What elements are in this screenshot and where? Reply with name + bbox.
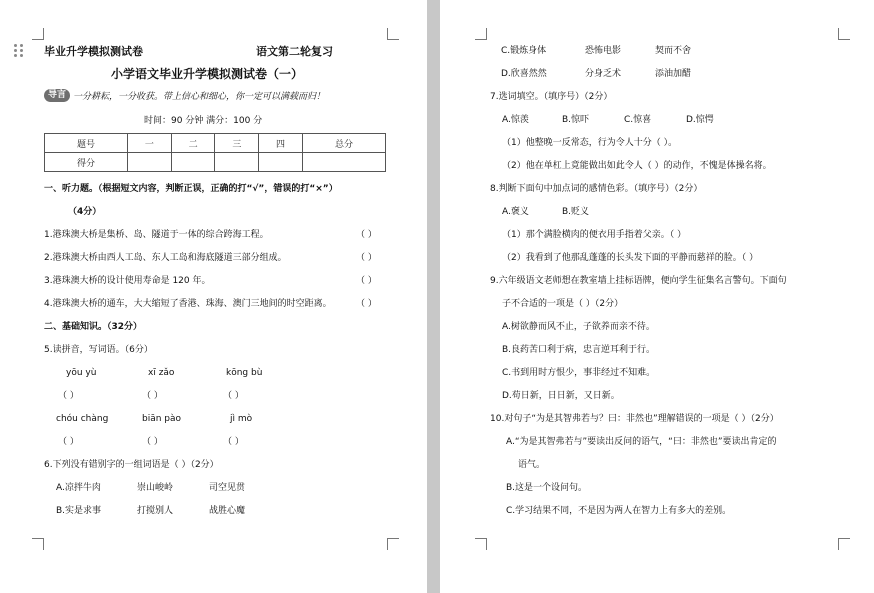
option-text: A.树欲静而风不止，子欲养而亲不待。 bbox=[502, 322, 655, 332]
crop-mark bbox=[475, 538, 487, 550]
table-cell: 题号 bbox=[45, 134, 128, 153]
answer-paren: （ ） bbox=[58, 391, 79, 401]
option-text: B.贬义 bbox=[562, 207, 590, 217]
sentence-text: （1）他整晚一反常态，行为令人十分（ ）。 bbox=[502, 138, 678, 148]
question-item: 2.港珠澳大桥由西人工岛、东人工岛和海底隧道三部分组成。 bbox=[44, 253, 287, 263]
question-title: 7.选词填空。（填序号）（2分） bbox=[490, 92, 613, 102]
option-text: C.学习结果不同，不是因为两人在智力上有多大的差别。 bbox=[506, 506, 732, 516]
crop-mark bbox=[32, 28, 44, 40]
option-text: A.凉拌牛肉 bbox=[56, 483, 101, 493]
option-text: D.惊愕 bbox=[686, 115, 714, 125]
header-right: 语文第二轮复习 bbox=[256, 45, 333, 58]
pinyin-text: kōng bù bbox=[226, 368, 263, 378]
option-text: 添油加醋 bbox=[655, 69, 692, 79]
section2-title: 二、基础知识。（32分） bbox=[44, 322, 143, 332]
question-item: 4.港珠澳大桥的通车，大大缩短了香港、珠海、澳门三地间的时空距离。 bbox=[44, 299, 332, 309]
section1-points: （4分） bbox=[68, 207, 102, 217]
question-title: 6.下列没有错别字的一组词语是（ ）（2分） bbox=[44, 460, 219, 470]
pinyin-text: xī zǎo bbox=[148, 368, 175, 378]
time-info: 时间：90 分钟 满分：100 分 bbox=[144, 116, 263, 126]
option-text: C.惊喜 bbox=[624, 115, 652, 125]
document-page-left bbox=[0, 0, 427, 593]
option-text: B.良药苦口利于病，忠言逆耳利于行。 bbox=[502, 345, 656, 355]
score-table bbox=[44, 133, 386, 172]
option-text: D.欣喜然然 bbox=[501, 69, 547, 79]
option-text: 语气。 bbox=[518, 460, 546, 470]
question-item: 3.港珠澳大桥的设计使用寿命是 120 年。 bbox=[44, 276, 211, 286]
answer-paren: （ ） bbox=[356, 253, 377, 263]
guide-text: 一分耕耘，一分收获。带上信心和细心，你一定可以满载而归！ bbox=[73, 92, 326, 102]
option-text: C.锻炼身体 bbox=[501, 46, 547, 56]
page-title: 小学语文毕业升学模拟测试卷（一） bbox=[111, 67, 304, 81]
pinyin-text: biān pào bbox=[142, 414, 182, 424]
answer-paren: （ ） bbox=[142, 437, 163, 447]
crop-mark bbox=[32, 538, 44, 550]
table-cell: 二 bbox=[171, 134, 215, 153]
question-item: 1.港珠澳大桥是集桥、岛、隧道于一体的综合跨海工程。 bbox=[44, 230, 269, 240]
option-text: 打搅别人 bbox=[137, 506, 174, 516]
table-cell bbox=[171, 153, 215, 172]
option-text: A.褒义 bbox=[502, 207, 529, 217]
crop-mark bbox=[838, 538, 850, 550]
answer-paren: （ ） bbox=[356, 299, 377, 309]
pinyin-text: jì mò bbox=[230, 414, 253, 424]
table-cell: 一 bbox=[128, 134, 172, 153]
question-title: 10.对句子“为是其智弗若与？曰：非然也”理解错误的一项是（ ）（2分） bbox=[490, 414, 779, 424]
question-title: 子不合适的一项是（ ）（2分） bbox=[502, 299, 624, 309]
drag-handle-icon[interactable] bbox=[14, 44, 24, 58]
option-text: 司空见贯 bbox=[209, 483, 246, 493]
table-cell bbox=[128, 153, 172, 172]
option-text: 恐怖电影 bbox=[585, 46, 622, 56]
answer-paren: （ ） bbox=[356, 276, 377, 286]
sentence-text: （2）我看到了他那乱蓬蓬的长头发下面的平静而慈祥的脸。（ ） bbox=[502, 253, 759, 263]
option-text: B.实是求事 bbox=[56, 506, 102, 516]
answer-paren: （ ） bbox=[223, 437, 244, 447]
option-text: C.书到用时方恨少，事非经过不知难。 bbox=[502, 368, 656, 378]
score-table-score-row bbox=[45, 153, 386, 172]
table-cell: 四 bbox=[259, 134, 303, 153]
table-cell bbox=[302, 153, 385, 172]
sentence-text: （1）那个满脸横肉的便衣用手指着父亲。（ ） bbox=[502, 230, 687, 240]
option-text: A.“为是其智弗若与”要读出反问的语气，“曰：非然也”要读出肯定的 bbox=[506, 437, 777, 447]
option-text: 契而不舍 bbox=[655, 46, 692, 56]
option-text: A.惊羡 bbox=[502, 115, 529, 125]
table-cell bbox=[259, 153, 303, 172]
pinyin-text: yōu yù bbox=[66, 368, 97, 378]
option-text: B.惊吓 bbox=[562, 115, 590, 125]
pinyin-text: chóu chàng bbox=[56, 414, 109, 424]
crop-mark bbox=[838, 28, 850, 40]
answer-paren: （ ） bbox=[356, 230, 377, 240]
option-text: B.这是一个设问句。 bbox=[506, 483, 588, 493]
table-cell: 三 bbox=[215, 134, 259, 153]
question-title: 9.六年级语文老师想在教室墙上挂标语牌，便向学生征集名言警句。下面句 bbox=[490, 276, 787, 286]
crop-mark bbox=[475, 28, 487, 40]
score-table-header-row bbox=[45, 134, 386, 153]
section1-title: 一、听力题。（根据短文内容，判断正误，正确的打“√”，错误的打“×”） bbox=[44, 184, 338, 194]
question-title: 5.读拼音，写词语。（6分） bbox=[44, 345, 153, 355]
option-text: 分身乏术 bbox=[585, 69, 622, 79]
document-page-right bbox=[440, 0, 874, 593]
crop-mark bbox=[387, 28, 399, 40]
answer-paren: （ ） bbox=[142, 391, 163, 401]
sentence-text: （2）他在单杠上竟能做出如此令人（ ）的动作，不愧是体操名将。 bbox=[502, 161, 772, 171]
table-cell: 总分 bbox=[302, 134, 385, 153]
guide-badge: 导言 bbox=[44, 89, 70, 102]
option-text: 战胜心魔 bbox=[209, 506, 246, 516]
table-cell: 得分 bbox=[45, 153, 128, 172]
option-text: 崇山峻岭 bbox=[137, 483, 174, 493]
crop-mark bbox=[387, 538, 399, 550]
table-cell bbox=[215, 153, 259, 172]
option-text: D.苟日新，日日新，又日新。 bbox=[502, 391, 620, 401]
header-left: 毕业升学模拟测试卷 bbox=[44, 45, 143, 58]
answer-paren: （ ） bbox=[223, 391, 244, 401]
answer-paren: （ ） bbox=[58, 437, 79, 447]
question-title: 8.判断下面句中加点词的感情色彩。（填序号）（2分） bbox=[490, 184, 703, 194]
